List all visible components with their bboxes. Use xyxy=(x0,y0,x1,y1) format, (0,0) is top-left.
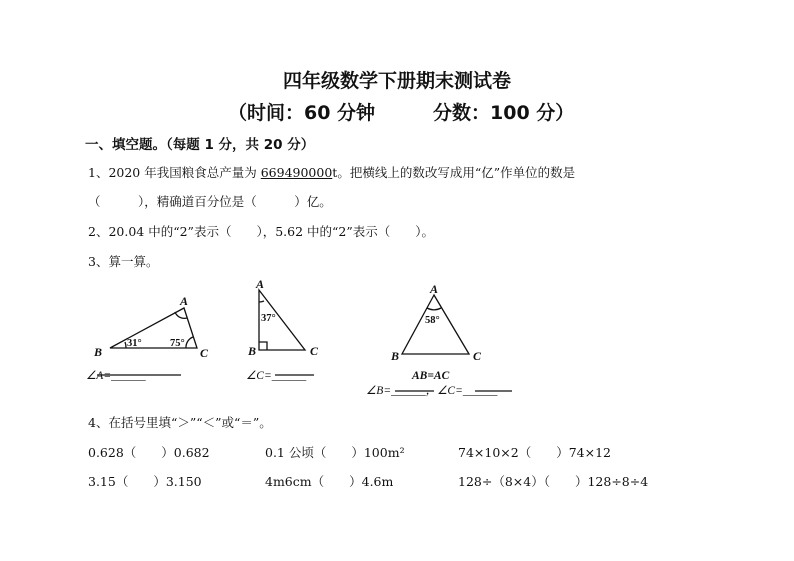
t1-label-a: A xyxy=(180,294,189,308)
t3-label-a: A xyxy=(430,282,439,296)
question-1-line-2: （ ），精确道百分位是（ ）亿。 xyxy=(88,194,332,209)
compare-item: 4m6cm（ ）4.6m xyxy=(265,474,394,489)
section-heading: 一、填空题。（每题 1 分，共 20 分） xyxy=(85,137,315,153)
question-4: 4、在括号里填“＞”“＜”或“＝”。 xyxy=(88,415,272,430)
page-title: 四年级数学下册期末测试卷 xyxy=(282,70,511,92)
compare-item: 3.15（ ）3.150 xyxy=(88,474,202,489)
question-1-text-b: t。把横线上的数改写成用“亿”作单位的数是 xyxy=(332,165,576,180)
compare-item: 128÷（8×4）（ ）128÷8÷4 xyxy=(458,474,649,489)
t1-angle-c: 75° xyxy=(170,338,185,349)
t2-angle-a: 37° xyxy=(261,313,276,324)
t2-answer: ∠C=______ xyxy=(246,370,307,382)
t1-label-c: C xyxy=(200,346,209,360)
t1-answer: ∠A=______ xyxy=(86,370,146,382)
underlined-number: 669490000 xyxy=(260,165,333,180)
question-2: 2、20.04 中的“2”表示（ ），5.62 中的“2”表示（ ）。 xyxy=(88,224,434,239)
question-3: 3、算一算。 xyxy=(88,254,159,269)
t2-label-b: B xyxy=(248,344,257,358)
t3-condition: AB=AC xyxy=(412,370,450,382)
t3-answer: ∠B=______，∠C=______ xyxy=(366,385,498,397)
compare-item: 0.1 公顷（ ）100m² xyxy=(265,445,405,460)
compare-item: 0.628（ ）0.682 xyxy=(88,445,210,460)
t1-label-b: B xyxy=(94,345,103,359)
triangles-figure xyxy=(0,275,794,405)
question-1-text-a: 1、2020 年我国粮食总产量为 xyxy=(88,165,261,180)
t3-label-b: B xyxy=(391,349,400,363)
t1-angle-b: 31° xyxy=(127,338,142,349)
t3-label-c: C xyxy=(473,349,482,363)
question-1 xyxy=(88,163,575,181)
t2-label-a: A xyxy=(256,277,265,291)
compare-item: 74×10×2（ ）74×12 xyxy=(458,445,611,460)
t3-angle-a: 58° xyxy=(425,315,440,326)
exam-score: 分数：100 分） xyxy=(433,102,575,124)
exam-time: （时间：60 分钟 xyxy=(228,102,376,124)
t2-label-c: C xyxy=(310,344,319,358)
